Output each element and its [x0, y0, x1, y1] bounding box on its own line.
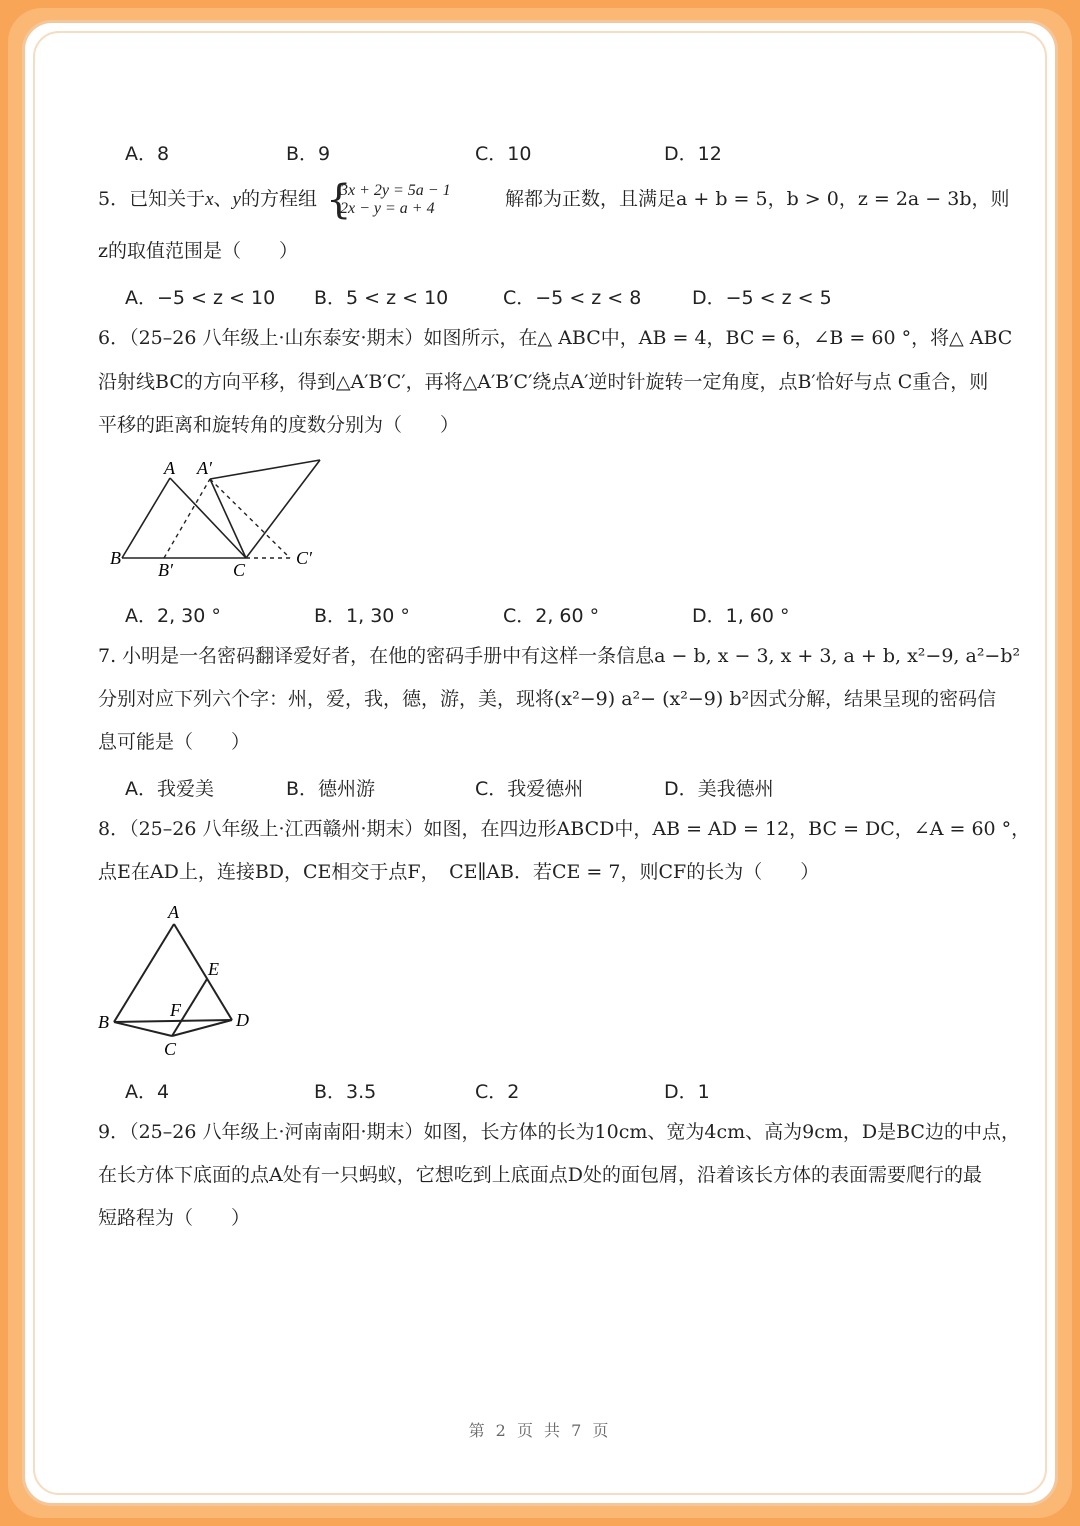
q8-figure: [92, 900, 262, 1065]
q5-var-y: y: [232, 189, 241, 210]
q8-option-d[interactable]: D．1: [664, 1081, 710, 1103]
q6-figure: [100, 452, 340, 582]
q5-equation-2: 2x − y = a + 4: [340, 200, 435, 217]
q7-line1: 7. 小明是一名密码翻译爱好者，在他的密码手册中有这样一条信息a − b, x − 3, x + 3, a + b, x²−9, a²−b²: [98, 645, 1021, 667]
q6-line3: 平移的距离和旋转角的度数分别为（ ）: [98, 414, 460, 436]
q7-option-c[interactable]: C．我爱德州: [475, 778, 584, 800]
q6-option-a[interactable]: A．2, 30 °: [125, 605, 221, 627]
q6-line-a2c: [210, 479, 246, 558]
q6-line-ba: [122, 478, 170, 558]
q4-option-b[interactable]: B．9: [286, 143, 331, 165]
q6-line-top-c: [246, 460, 320, 558]
q6-line2: 沿射线BC的方向平移，得到△A′B′C′，再将△A′B′C′绕点A′逆时针旋转一定角度，点B′恰好与点 C重合，则: [98, 371, 989, 393]
q6-label-c-prime: C′: [296, 548, 312, 568]
q8-option-a[interactable]: A．4: [125, 1081, 170, 1103]
q9-line2: 在长方体下底面的点A处有一只蚂蚁，它想吃到上底面点D处的面包屑，沿着该长方体的表面需要爬行的最: [98, 1164, 982, 1186]
q6-label-a-prime: A′: [197, 458, 212, 478]
q6-label-c: C: [233, 560, 246, 580]
q7-option-b[interactable]: B．德州游: [286, 778, 376, 800]
q6-label-b-prime: B′: [158, 560, 173, 580]
q6-option-c[interactable]: C．2, 60 °: [503, 605, 600, 627]
q8-option-b[interactable]: B．3.5: [314, 1081, 377, 1103]
q5-var-x: x: [205, 189, 214, 210]
q8-label-d: D: [236, 1010, 249, 1030]
q4-option-c[interactable]: C．10: [475, 143, 532, 165]
q7-option-d[interactable]: D．美我德州: [664, 778, 774, 800]
q8-label-f: F: [170, 1000, 181, 1020]
q5-option-d[interactable]: D．−5 < z < 5: [692, 287, 832, 309]
q5-system-brace: {: [326, 177, 352, 223]
q7-line3: 息可能是（ ）: [98, 731, 251, 753]
q6-label-a: A: [164, 458, 175, 478]
q8-line-ad: [174, 924, 232, 1020]
page-footer: 第 2 页 共 7 页: [468, 1421, 612, 1440]
q7-option-a[interactable]: A．我爱美: [125, 778, 214, 800]
q6-label-b: B: [110, 548, 121, 568]
q4-option-a[interactable]: A．8: [125, 143, 170, 165]
q5-condition: 解都为正数，且满足a + b = 5，b > 0，z = 2a − 3b，则: [505, 188, 1010, 210]
q8-line1: 8．（25–26 八年级上·江西赣州·期末）如图，在四边形ABCD中，AB = AD = 12，BC = DC，∠A = 60 °，: [98, 818, 1031, 840]
q5-option-b[interactable]: B．5 < z < 10: [314, 287, 449, 309]
q5-prefix: [98, 187, 317, 212]
q8-line-ab: [114, 924, 174, 1022]
q6-line-ac: [170, 478, 246, 558]
q8-line-bd: [114, 1020, 232, 1022]
q6-dashed-b2a2: [164, 479, 210, 558]
q6-dashed-a2c2: [210, 479, 290, 558]
q5-option-c[interactable]: C．−5 < z < 8: [503, 287, 642, 309]
q8-label-c: C: [164, 1039, 177, 1059]
q8-label-a: A: [168, 902, 179, 922]
q5-equation-1: 3x + 2y = 5a − 1: [340, 182, 451, 199]
q8-line2: 点E在AD上，连接BD，CE相交于点F， CE∥AB．若CE = 7，则CF的长为（ ）: [98, 861, 820, 883]
q5-separator: 、: [213, 188, 233, 210]
q5-option-a[interactable]: A．−5 < z < 10: [125, 287, 276, 309]
q5-mid-text: 的方程组: [240, 188, 317, 210]
q6-option-d[interactable]: D．1, 60 °: [692, 605, 790, 627]
q5-line2: z的取值范围是（ ）: [98, 240, 299, 262]
q5-prefix-text: 5．已知关于: [98, 188, 206, 210]
q8-option-c[interactable]: C．2: [475, 1081, 520, 1103]
q8-label-e: E: [208, 959, 219, 979]
q6-line-a2-top: [210, 460, 320, 479]
q7-line2: 分别对应下列六个字：州，爱，我，德，游，美，现将(x²−9) a²− (x²−9) b²因式分解，结果呈现的密码信: [98, 688, 997, 710]
q9-line1: 9．（25–26 八年级上·河南南阳·期末）如图，长方体的长为10cm、宽为4cm、高为9cm，D是BC边的中点，: [98, 1121, 1020, 1143]
q6-line1: 6．（25–26 八年级上·山东泰安·期末）如图所示，在△ ABC中，AB = 4，BC = 6，∠B = 60 °，将△ ABC: [98, 327, 1013, 349]
q4-option-d[interactable]: D．12: [664, 143, 722, 165]
q9-line3: 短路程为（ ）: [98, 1207, 251, 1229]
q6-option-b[interactable]: B．1, 30 °: [314, 605, 410, 627]
q8-line-bc: [114, 1022, 172, 1036]
q8-label-b: B: [98, 1012, 109, 1032]
